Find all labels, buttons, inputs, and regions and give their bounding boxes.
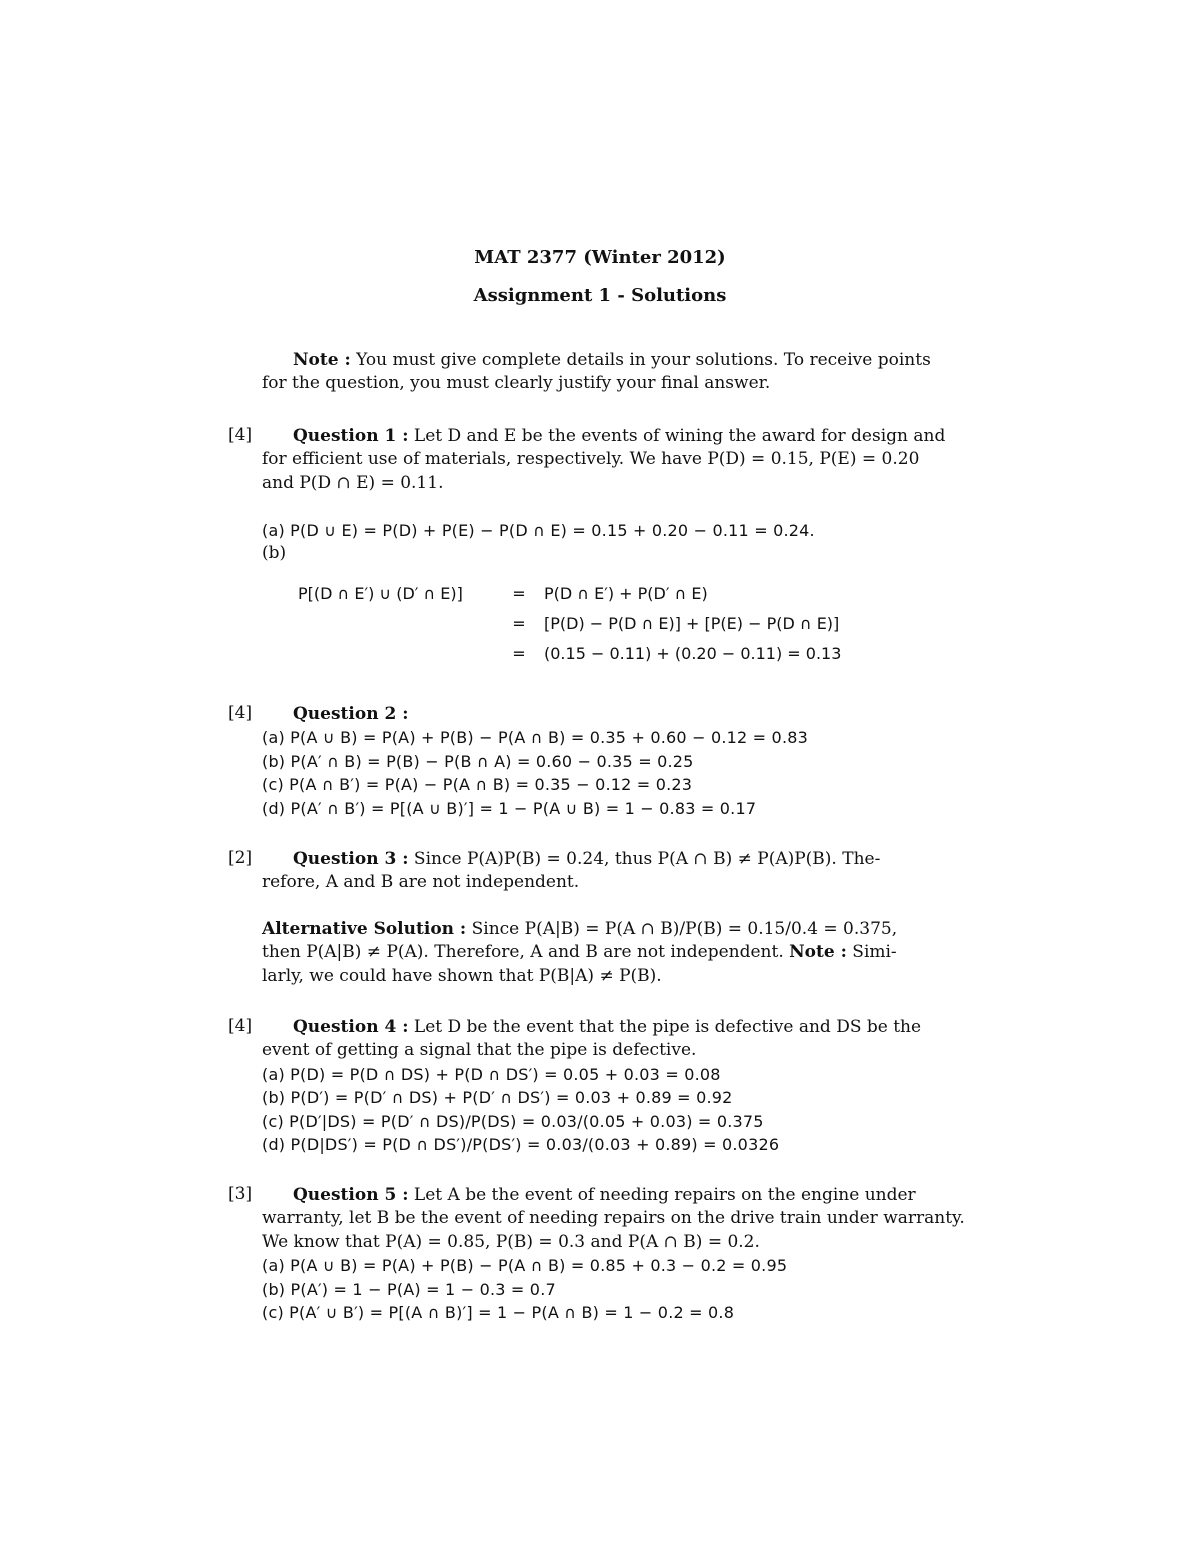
q1-eq-row1: P(D ∩ E′) + P(D′ ∩ E) [544,583,708,603]
q2-answer-c: (c) P(A ∩ B′) = P(A) − P(A ∩ B) = 0.35 − 0.12 = 0.23 [262,775,693,795]
q4-points: [4] [228,1016,253,1036]
q2-label: Question 2 : [293,704,409,724]
q3-alt-label: Alternative Solution : [262,919,467,939]
q3-alt-line2a: then P(A|B) ≠ P(A). Therefore, A and B are not independent. [262,942,784,963]
q1-answers [262,519,938,566]
q1-line3: and P(D ∩ E) = 0.11. [262,472,444,493]
q3-points: [2] [228,848,253,868]
q1-line1: Let D and E be the events of wining the award for design and [413,426,946,446]
q1-eq-rel-3: = [512,643,526,663]
q2-answer-a: (a) P(A ∪ B) = P(A) + P(B) − P(A ∩ B) = 0.35 + 0.60 − 0.12 = 0.83 [262,728,808,748]
question-3 [262,848,938,895]
q1-label: Question 1 : [293,426,409,446]
q2-answer-d: (d) P(A′ ∩ B′) = P[(A ∪ B)′] = 1 − P(A ∪ B) = 1 − 0.83 = 0.17 [262,798,757,818]
page-title: Assignment 1 - Solutions [473,285,727,306]
q4-answer-d: (d) P(D|DS′) = P(D ∩ DS′)/P(DS′) = 0.03/(0.03 + 0.89) = 0.0326 [262,1134,780,1154]
q3-alt-line3: larly, we could have shown that P(B|A) ≠ P(B). [262,965,662,986]
q1-points: [4] [228,425,253,445]
q3-line2: refore, A and B are not independent. [262,872,580,893]
q4-answer-a: (a) P(D) = P(D ∩ DS) + P(D ∩ DS′) = 0.05 + 0.03 = 0.08 [262,1064,721,1084]
q5-points: [3] [228,1184,253,1204]
q4-line2: event of getting a signal that the pipe is defective. [262,1040,697,1061]
q1-eq-row3: (0.15 − 0.11) + (0.20 − 0.11) = 0.13 [544,643,842,663]
q5-label: Question 5 : [293,1185,409,1205]
q3-label: Question 3 : [293,849,409,869]
q2-answer-b: (b) P(A′ ∩ B) = P(B) − P(B ∩ A) = 0.60 − 0.35 = 0.25 [262,751,694,771]
q1-eq-lhs: P[(D ∩ E′) ∪ (D′ ∩ E)] [298,583,463,603]
q1-line2: for efficient use of materials, respectively. We have P(D) = 0.15, P(E) = 0.20 [262,449,920,470]
q3-alt-line1: Since P(A|B) = P(A ∩ B)/P(B) = 0.15/0.4 = 0.375, [471,919,898,939]
question-1 [262,425,946,495]
q3-alternative [262,918,938,988]
q5-answer-a: (a) P(A ∪ B) = P(A) + P(B) − P(A ∩ B) = 0.85 + 0.3 − 0.2 = 0.95 [262,1256,788,1276]
q5-answer-c: (c) P(A′ ∪ B′) = P[(A ∩ B)′] = 1 − P(A ∩ B) = 1 − 0.2 = 0.8 [262,1302,735,1322]
q4-answer-c: (c) P(D′|DS) = P(D′ ∩ DS)/P(DS) = 0.03/(0.05 + 0.03) = 0.375 [262,1111,764,1131]
q1-eq-row2: [P(D) − P(D ∩ E)] + [P(E) − P(D ∩ E)] [544,613,840,633]
question-4 [262,1016,938,1156]
q1-eq-rel-1: = [512,583,526,603]
note-text-line1: You must give complete details in your solutions. To receive points [356,350,931,370]
q1-answer-b-label: (b) [262,543,287,564]
q1-equation-array [298,578,841,668]
question-2 [262,703,938,820]
q4-label: Question 4 : [293,1017,409,1037]
q3-line1: Since P(A)P(B) = 0.24, thus P(A ∩ B) ≠ P(A)P(B). The- [413,849,881,869]
note-label: Note : [293,350,351,370]
q1-answer-a: (a) P(D ∪ E) = P(D) + P(E) − P(D ∩ E) = 0.15 + 0.20 − 0.11 = 0.24. [262,521,815,540]
note-text-line2: for the question, you must clearly justify your final answer. [262,373,771,394]
q3-alt-line2b: Simi- [852,942,897,963]
note-paragraph [262,349,938,396]
q5-line2: warranty, let B be the event of needing repairs on the drive train under warranty. [262,1208,965,1229]
q4-line1: Let D be the event that the pipe is defective and DS be the [413,1017,922,1037]
q5-line1: Let A be the event of needing repairs on the engine under [413,1185,916,1205]
course-title: MAT 2377 (Winter 2012) [474,247,726,268]
q5-answer-b: (b) P(A′) = 1 − P(A) = 1 − 0.3 = 0.7 [262,1279,556,1299]
q3-alt-note-label: Note : [789,942,847,963]
q5-line3: We know that P(A) = 0.85, P(B) = 0.3 and P(A ∩ B) = 0.2. [262,1231,760,1252]
question-5 [262,1184,965,1324]
q4-answer-b: (b) P(D′) = P(D′ ∩ DS) + P(D′ ∩ DS′) = 0.03 + 0.89 = 0.92 [262,1088,733,1108]
q1-eq-rel-2: = [512,613,526,633]
q2-points: [4] [228,703,253,723]
